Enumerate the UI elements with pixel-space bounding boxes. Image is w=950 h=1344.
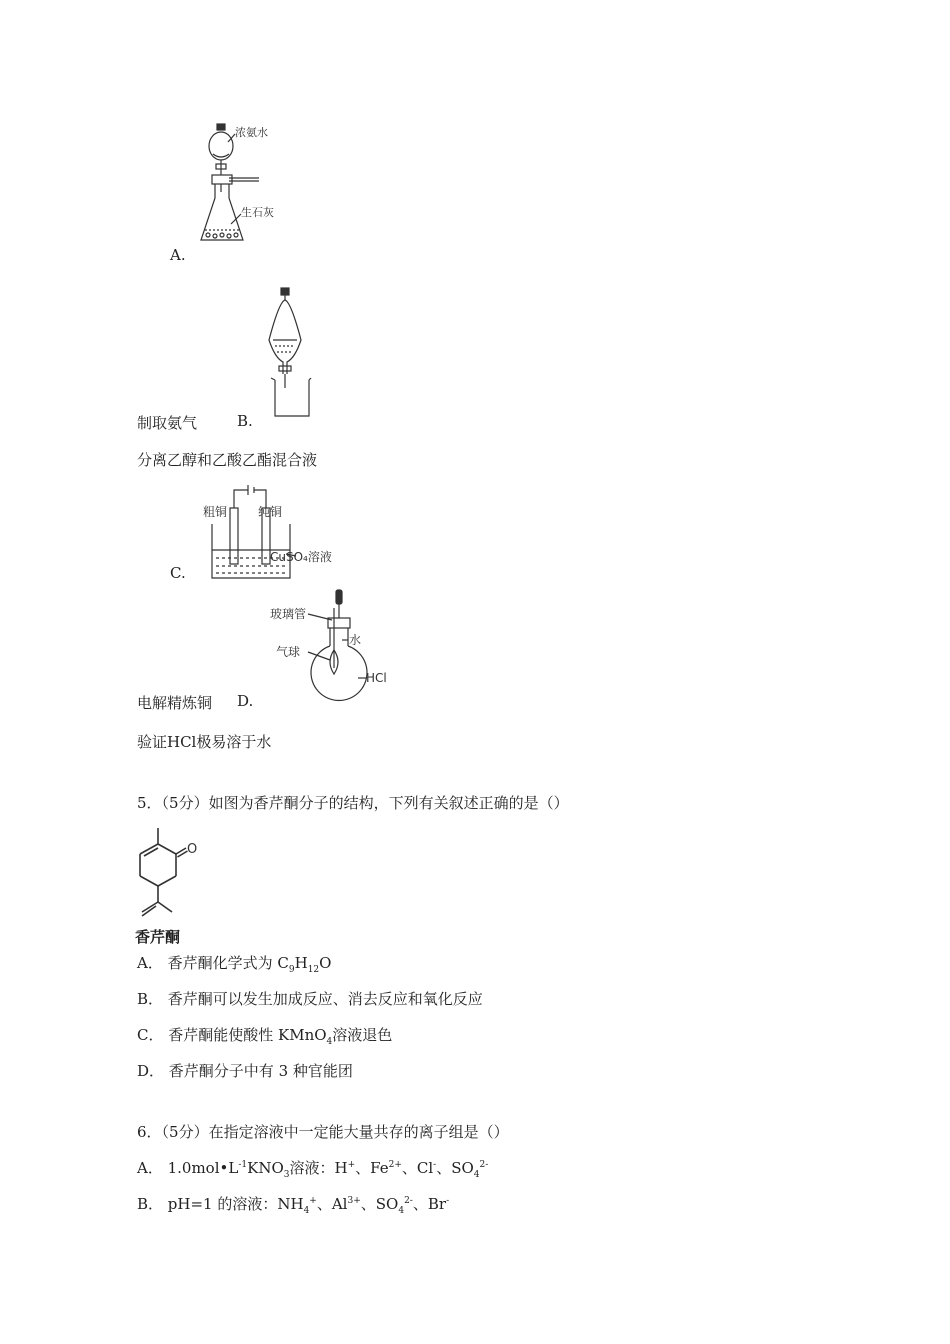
crude-copper-label: 粗铜 — [203, 505, 228, 519]
water-label: 水 — [349, 633, 362, 647]
option-b-caption: 分离乙醇和乙酸乙酯混合液 — [137, 451, 318, 469]
option-a-letter: A. — [170, 246, 186, 264]
question-5-option-b: B． 香芹酮可以发生加成反应、消去反应和氧化反应 — [137, 990, 483, 1008]
question-5-option-c: C． 香芹酮能使酸性 KMnO$_4$溶液退色 — [137, 1026, 393, 1047]
option-d-letter: D. — [237, 692, 254, 710]
figure-ammonia-apparatus — [195, 120, 305, 250]
pure-copper-label: 纯铜 — [258, 505, 283, 519]
option-c-letter: C. — [170, 564, 186, 582]
glass-tube-label: 玻璃管 — [270, 607, 307, 621]
oxygen-atom-label: O — [187, 842, 198, 857]
balloon-label: 气球 — [276, 645, 301, 659]
option-c-caption: 电解精炼铜 — [137, 694, 213, 712]
figure-hcl-flask — [268, 590, 398, 702]
ammonia-water-label: 浓氨水 — [235, 126, 268, 139]
question-5-stem: 5．（5分）如图为香芹酮分子的结构，下列有关叙述正确的是（） — [137, 794, 569, 812]
question-5-option-d: D． 香芹酮分子中有 3 种官能团 — [137, 1062, 353, 1080]
option-a-caption: 制取氨气 — [137, 414, 198, 432]
cuso4-solution-label: CuSO₄溶液 — [270, 550, 332, 564]
figure-carvone-structure — [132, 822, 212, 922]
question-6-stem: 6．（5分）在指定溶液中一定能大量共存的离子组是（） — [137, 1123, 509, 1141]
hcl-label: HCl — [366, 671, 387, 685]
figure-separatory-funnel — [265, 288, 325, 420]
figure-caption-carvone: 香芹酮 — [135, 928, 181, 946]
option-d-caption: 验证HCl极易溶于水 — [137, 733, 272, 751]
question-5-option-a: A． 香芹酮化学式为 $C_9H_{12}O$ — [137, 954, 332, 975]
figure-electrolysis — [200, 482, 340, 582]
question-6-option-b: B． pH=1 的溶液：$NH_4^+$、$Al^{3+}$、$SO_4^{2-}$、Br- — [137, 1195, 450, 1216]
quicklime-label: 生石灰 — [241, 206, 274, 219]
question-6-option-a: A． $1.0mol•L^{-1}KNO_3$溶液：H+、$Fe^{2+}$、Cl-、$SO_4^{2-}$ — [137, 1159, 489, 1180]
option-b-letter: B. — [237, 412, 253, 430]
